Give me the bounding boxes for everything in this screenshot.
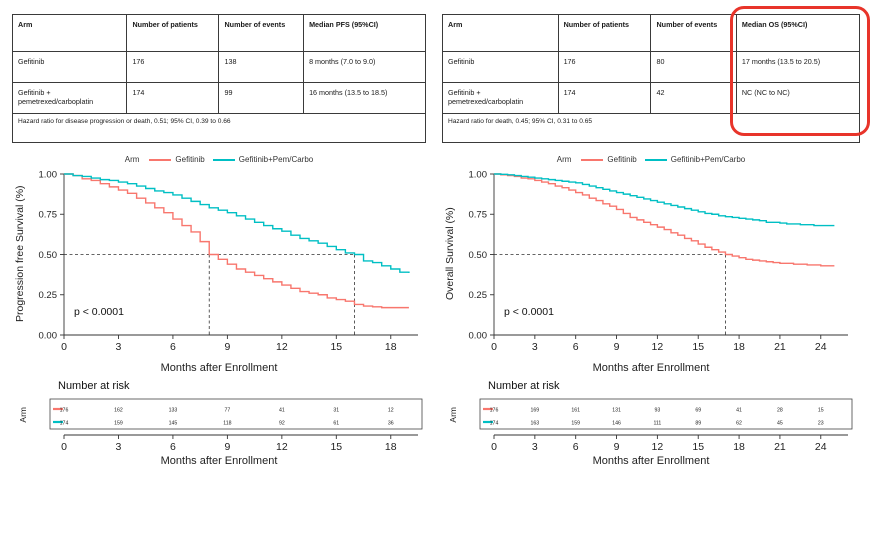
table-header-row [443, 15, 860, 52]
risk-table-svg-pfs [12, 393, 426, 455]
svg-text:0.00: 0.00 [38, 330, 57, 342]
svg-text:15: 15 [330, 441, 343, 453]
legend-item-gefitinib [149, 155, 204, 164]
legend-label: Gefitinib [175, 155, 205, 164]
km-plot-pfs [12, 166, 426, 374]
svg-text:89: 89 [695, 420, 702, 427]
svg-text:12: 12 [651, 341, 664, 353]
col-header-num-patients: Number of patients [558, 15, 651, 52]
svg-text:0.25: 0.25 [468, 290, 487, 302]
km-plot-os [442, 166, 860, 374]
summary-table-os [442, 14, 860, 143]
svg-text:161: 161 [571, 407, 581, 414]
table-header-row [13, 15, 426, 52]
col-header-median: Median PFS (95%CI) [304, 15, 426, 52]
svg-text:3: 3 [115, 341, 122, 353]
svg-text:12: 12 [276, 441, 288, 453]
svg-text:21: 21 [774, 441, 786, 453]
svg-text:1.00: 1.00 [38, 169, 57, 181]
risk-table-pfs [12, 393, 426, 467]
svg-text:163: 163 [530, 420, 540, 427]
cell-median: NC (NC to NC) [736, 83, 859, 114]
cell-num-patients: 174 [558, 83, 651, 114]
svg-text:45: 45 [777, 420, 783, 427]
svg-text:6: 6 [170, 441, 176, 453]
svg-text:15: 15 [330, 341, 343, 353]
risk-table-svg-os [442, 393, 856, 455]
legend-os [442, 155, 860, 164]
svg-text:131: 131 [612, 407, 621, 414]
svg-text:24: 24 [814, 441, 827, 453]
p-value-label: p < 0.0001 [504, 306, 554, 318]
legend-label: Gefitinib+Pem/Carbo [238, 155, 314, 164]
legend-title: Arm [556, 155, 572, 164]
risk-table-title: Number at risk [58, 380, 130, 392]
svg-text:111: 111 [653, 420, 662, 427]
cell-num-patients: 176 [558, 52, 651, 83]
svg-text:18: 18 [384, 441, 397, 453]
y-axis-title: Progression free Survival (%) [14, 185, 26, 322]
svg-text:41: 41 [278, 407, 285, 414]
cell-median: 8 months (7.0 to 9.0) [304, 52, 426, 83]
svg-text:1.00: 1.00 [468, 169, 487, 181]
svg-text:18: 18 [384, 341, 397, 353]
cell-num-patients: 176 [127, 52, 219, 83]
risk-table-title: Number at risk [488, 380, 560, 392]
table-footer-row [13, 114, 426, 143]
risk-x-axis-title: Months after Enrollment [592, 455, 710, 467]
svg-text:0.00: 0.00 [468, 330, 487, 342]
col-header-num-events: Number of events [219, 15, 304, 52]
svg-text:12: 12 [387, 407, 394, 414]
table-footer-row [443, 114, 860, 143]
svg-text:3: 3 [531, 341, 538, 353]
cell-num-events: 99 [219, 83, 304, 114]
svg-text:118: 118 [223, 420, 232, 427]
svg-text:6: 6 [572, 441, 579, 453]
hazard-ratio-note: Hazard ratio for death, 0.45; 95% CI, 0.31 to 0.65 [443, 114, 860, 143]
col-header-arm: Arm [13, 15, 127, 52]
svg-text:9: 9 [224, 341, 231, 353]
p-value-label: p < 0.0001 [74, 306, 124, 318]
legend-label: Gefitinib [607, 155, 637, 164]
svg-text:24: 24 [814, 341, 827, 353]
svg-text:0: 0 [61, 341, 67, 353]
svg-text:9: 9 [224, 441, 231, 453]
cell-arm: Gefitinib [443, 52, 559, 83]
svg-text:21: 21 [774, 341, 786, 353]
cell-arm: Gefitinib [13, 52, 127, 83]
hazard-ratio-note: Hazard ratio for disease progression or death, 0.51; 95% CI, 0.39 to 0.66 [13, 114, 426, 143]
svg-text:176: 176 [59, 407, 69, 414]
col-header-arm: Arm [443, 15, 559, 52]
svg-text:3: 3 [531, 441, 538, 453]
svg-text:0: 0 [491, 441, 497, 453]
cell-median: 16 months (13.5 to 18.5) [304, 83, 426, 114]
svg-text:69: 69 [695, 407, 702, 414]
y-axis-title: Overall Survival (%) [444, 207, 456, 300]
panel-os [436, 0, 872, 545]
table-row [13, 83, 426, 114]
svg-text:62: 62 [736, 420, 742, 427]
svg-text:9: 9 [613, 441, 620, 453]
panel-pfs [0, 0, 436, 545]
svg-text:15: 15 [817, 407, 824, 414]
svg-text:0.50: 0.50 [468, 249, 487, 261]
svg-text:133: 133 [168, 407, 178, 414]
svg-text:0: 0 [61, 441, 67, 453]
svg-text:159: 159 [571, 420, 581, 427]
svg-text:15: 15 [692, 341, 705, 353]
svg-text:77: 77 [224, 407, 231, 414]
risk-table-os [442, 393, 860, 467]
table-row [443, 83, 860, 114]
svg-text:18: 18 [733, 341, 745, 353]
svg-text:28: 28 [777, 407, 783, 414]
col-header-median: Median OS (95%CI) [736, 15, 859, 52]
risk-arm-label: Arm [18, 407, 28, 423]
svg-text:36: 36 [387, 420, 394, 427]
risk-arm-label: Arm [448, 407, 458, 423]
col-header-num-patients: Number of patients [127, 15, 219, 52]
svg-text:9: 9 [613, 341, 620, 353]
legend-title: Arm [124, 155, 140, 164]
svg-text:0.75: 0.75 [38, 209, 57, 221]
legend-swatch-icon [149, 159, 171, 161]
svg-text:3: 3 [115, 441, 122, 453]
cell-arm: Gefitinib + pemetrexed/carboplatin [13, 83, 127, 114]
svg-text:174: 174 [489, 420, 499, 427]
svg-text:93: 93 [654, 407, 661, 414]
svg-text:0.50: 0.50 [38, 249, 57, 261]
cell-median: 17 months (13.5 to 20.5) [736, 52, 859, 83]
risk-x-axis-title: Months after Enrollment [160, 455, 278, 467]
legend-label: Gefitinib+Pem/Carbo [670, 155, 746, 164]
svg-text:18: 18 [733, 441, 745, 453]
svg-text:61: 61 [333, 420, 340, 427]
legend-pfs [12, 155, 426, 164]
cell-arm: Gefitinib + pemetrexed/carboplatin [443, 83, 559, 114]
legend-item-combo [645, 155, 745, 164]
cell-num-events: 80 [651, 52, 736, 83]
cell-num-patients: 174 [127, 83, 219, 114]
svg-text:146: 146 [612, 420, 621, 427]
svg-text:12: 12 [276, 341, 288, 353]
cell-num-events: 42 [651, 83, 736, 114]
legend-item-gefitinib [581, 155, 636, 164]
km-curve-svg-pfs [12, 166, 426, 361]
x-axis-title: Months after Enrollment [592, 362, 710, 374]
svg-text:174: 174 [59, 420, 69, 427]
svg-text:162: 162 [114, 407, 123, 414]
legend-swatch-icon [581, 159, 603, 161]
svg-text:0.25: 0.25 [38, 290, 57, 302]
col-header-num-events: Number of events [651, 15, 736, 52]
svg-text:169: 169 [530, 407, 540, 414]
svg-text:23: 23 [817, 420, 824, 427]
x-axis-title: Months after Enrollment [160, 362, 278, 374]
svg-text:0: 0 [491, 341, 497, 353]
svg-text:31: 31 [333, 407, 340, 414]
svg-text:6: 6 [572, 341, 579, 353]
svg-text:15: 15 [692, 441, 705, 453]
svg-text:6: 6 [170, 341, 176, 353]
cell-num-events: 138 [219, 52, 304, 83]
legend-item-combo [213, 155, 313, 164]
svg-text:12: 12 [651, 441, 664, 453]
legend-swatch-icon [213, 159, 235, 161]
svg-text:0.75: 0.75 [468, 209, 487, 221]
legend-swatch-icon [645, 159, 667, 161]
svg-text:41: 41 [736, 407, 742, 414]
svg-text:159: 159 [114, 420, 123, 427]
svg-text:145: 145 [168, 420, 178, 427]
table-row [13, 52, 426, 83]
svg-text:176: 176 [489, 407, 499, 414]
svg-text:92: 92 [278, 420, 285, 427]
table-row [443, 52, 860, 83]
summary-table-pfs [12, 14, 426, 143]
km-curve-svg-os [442, 166, 856, 361]
